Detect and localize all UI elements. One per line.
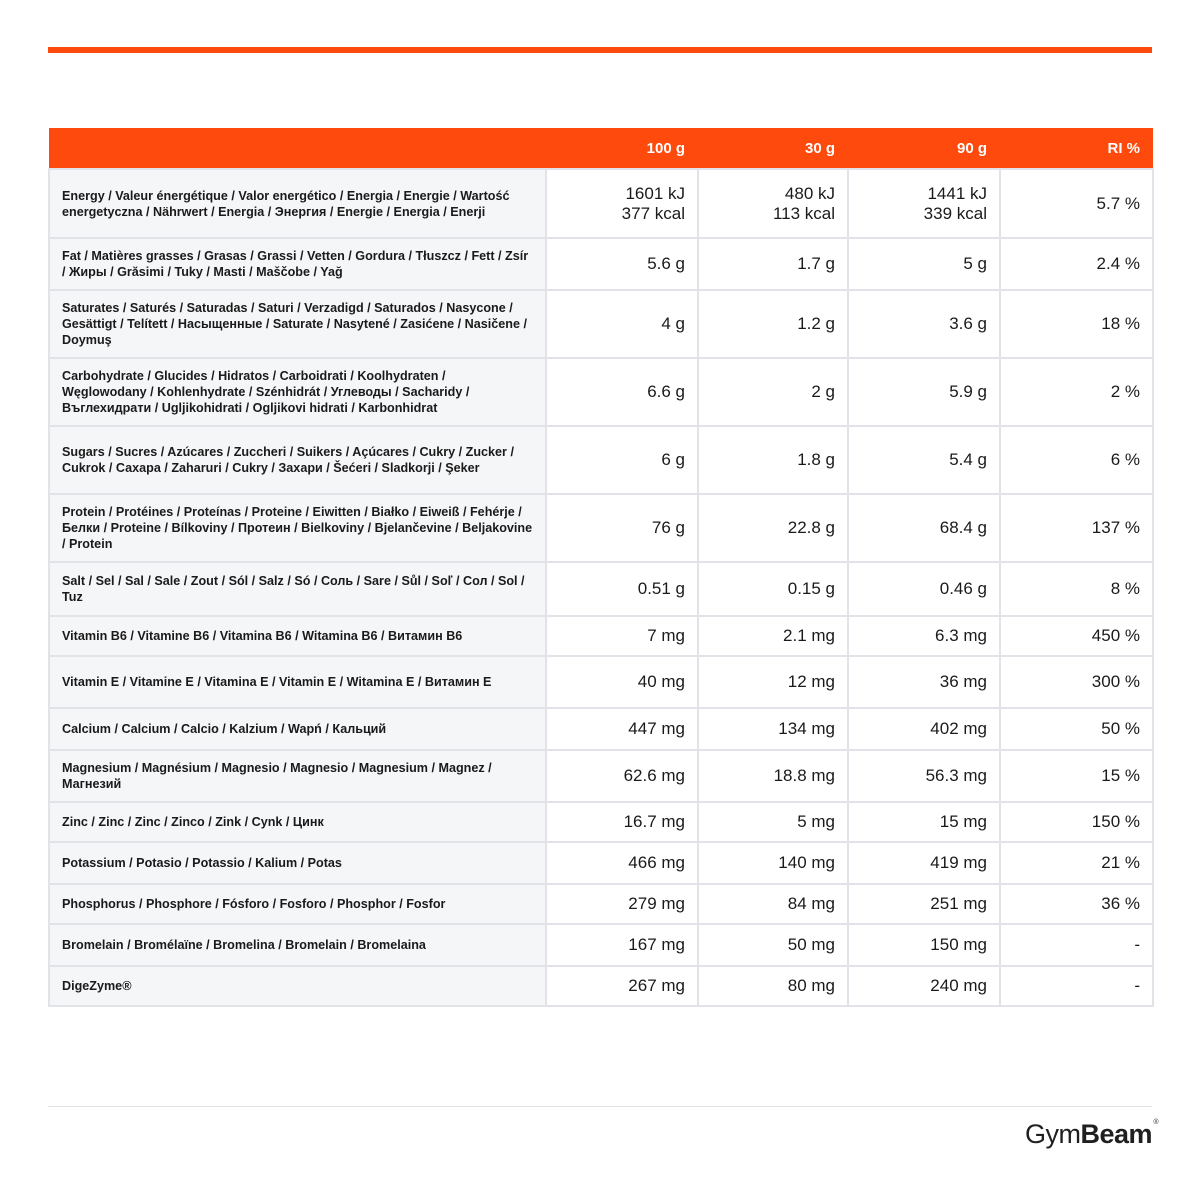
value-ri: 18 %	[1000, 290, 1153, 358]
value-90g: 6.3 mg	[848, 616, 1000, 656]
value-100g: 16.7 mg	[546, 802, 698, 842]
table-row	[49, 238, 1153, 290]
nutrient-label: Carbohydrate / Glucides / Hidratos / Carboidrati / Koolhydraten / Węglowodany / Kohlenhydrate / Szénhidrát / Углеводы / Sacharidy / Въглехидрати / Ugljikohidrati / Ogljikovi hidrati / Karbonhidrat	[49, 358, 546, 426]
value-30g: 1.7 g	[698, 238, 848, 290]
value-ri: 2.4 %	[1000, 238, 1153, 290]
value-ri: 15 %	[1000, 750, 1153, 802]
value-30g: 1.2 g	[698, 290, 848, 358]
table-row	[49, 494, 1153, 562]
value-30g: 134 mg	[698, 708, 848, 750]
value-90g: 5.4 g	[848, 426, 1000, 494]
logo-text-gym: Gym	[1024, 1119, 1081, 1149]
gymbeam-logo	[1024, 1119, 1158, 1150]
value-100g: 5.6 g	[546, 238, 698, 290]
table-body	[49, 169, 1153, 1006]
value-ri: 2 %	[1000, 358, 1153, 426]
nutrient-label: Sugars / Sucres / Azúcares / Zuccheri / Suikers / Açúcares / Cukry / Zucker / Cukrok / Сахара / Zaharuri / Cukry / Захари / Šećeri / Sladkorji / Şeker	[49, 426, 546, 494]
value-100g: 279 mg	[546, 884, 698, 924]
value-100g: 167 mg	[546, 924, 698, 966]
value-100g: 7 mg	[546, 616, 698, 656]
value-ri: 450 %	[1000, 616, 1153, 656]
value-ri: 137 %	[1000, 494, 1153, 562]
nutrient-label: Zinc / Zinc / Zinc / Zinco / Zink / Cynk / Цинк	[49, 802, 546, 842]
footer-divider	[48, 1106, 1152, 1107]
value-30g	[698, 169, 848, 238]
value-ri: 21 %	[1000, 842, 1153, 884]
value-90g: 251 mg	[848, 884, 1000, 924]
header-label-cell	[49, 128, 546, 169]
value-90g: 15 mg	[848, 802, 1000, 842]
value-30g: 22.8 g	[698, 494, 848, 562]
value-90g: 150 mg	[848, 924, 1000, 966]
value-ri: 36 %	[1000, 884, 1153, 924]
value-ri: 6 %	[1000, 426, 1153, 494]
value-ri: -	[1000, 924, 1153, 966]
header-row	[49, 128, 1153, 169]
table-row	[49, 802, 1153, 842]
value-90g: 402 mg	[848, 708, 1000, 750]
nutrient-label: Fat / Matières grasses / Grasas / Grassi / Vetten / Gordura / Tłuszcz / Fett / Zsír / Жиры / Grăsimi / Tuky / Masti / Maščobe / Yağ	[49, 238, 546, 290]
value-ri: -	[1000, 966, 1153, 1006]
value-100g	[546, 169, 698, 238]
value-100g: 40 mg	[546, 656, 698, 708]
table-row	[49, 966, 1153, 1006]
value-90g-kj: 1441 kJ	[927, 183, 987, 203]
value-90g: 56.3 mg	[848, 750, 1000, 802]
header-30g: 30 g	[804, 139, 835, 157]
value-100g: 0.51 g	[546, 562, 698, 616]
value-30g: 50 mg	[698, 924, 848, 966]
value-90g: 0.46 g	[848, 562, 1000, 616]
table-row	[49, 358, 1153, 426]
table-row	[49, 750, 1153, 802]
nutrient-label: Protein / Protéines / Proteínas / Proteine / Eiwitten / Białko / Eiweiß / Fehérje / Белки / Proteine / Bílkoviny / Протеин / Bielkoviny / Bjelančevine / Beljakovine / Protein	[49, 494, 546, 562]
value-30g: 84 mg	[698, 884, 848, 924]
nutrient-label: DigeZyme®	[49, 966, 546, 1006]
value-100g: 267 mg	[546, 966, 698, 1006]
value-ri: 150 %	[1000, 802, 1153, 842]
value-30g-kj: 480 kJ	[784, 183, 835, 203]
nutrient-label: Vitamin E / Vitamine E / Vitamina E / Vitamin E / Witamina E / Витамин E	[49, 656, 546, 708]
top-accent-bar	[48, 47, 1152, 53]
value-100g: 62.6 mg	[546, 750, 698, 802]
nutrient-label: Magnesium / Magnésium / Magnesio / Magnesio / Magnesium / Magnez / Магнезий	[49, 750, 546, 802]
value-30g: 80 mg	[698, 966, 848, 1006]
value-30g: 2 g	[698, 358, 848, 426]
value-100g: 466 mg	[546, 842, 698, 884]
logo-registered-mark: ®	[1153, 1119, 1158, 1126]
value-ri: 300 %	[1000, 656, 1153, 708]
value-90g: 5 g	[848, 238, 1000, 290]
value-100g: 6.6 g	[546, 358, 698, 426]
value-100g: 76 g	[546, 494, 698, 562]
nutrient-label: Vitamin B6 / Vitamine B6 / Vitamina B6 / Witamina B6 / Витамин B6	[49, 616, 546, 656]
value-ri: 50 %	[1000, 708, 1153, 750]
table-row	[49, 562, 1153, 616]
nutrient-label: Salt / Sel / Sal / Sale / Zout / Sól / Salz / Só / Соль / Sare / Sůl / Soľ / Сол / Sol / Tuz	[49, 562, 546, 616]
nutrient-label: Bromelain / Bromélaïne / Bromelina / Bromelain / Bromelaina	[49, 924, 546, 966]
nutrient-label: Saturates / Saturés / Saturadas / Saturi / Verzadigd / Saturados / Nasycone / Gesättigt / Telített / Насыщенные / Saturate / Nasytené / Zasićene / Nasičene / Doymuş	[49, 290, 546, 358]
table-row	[49, 656, 1153, 708]
value-30g: 5 mg	[698, 802, 848, 842]
table-row	[49, 842, 1153, 884]
value-90g	[848, 169, 1000, 238]
value-90g: 3.6 g	[848, 290, 1000, 358]
value-90g: 68.4 g	[848, 494, 1000, 562]
value-90g: 36 mg	[848, 656, 1000, 708]
nutrient-label: Potassium / Potasio / Potassio / Kalium / Potas	[49, 842, 546, 884]
value-ri: 5.7 %	[1000, 169, 1153, 238]
value-90g-kcal: 339 kcal	[923, 203, 987, 223]
value-30g: 2.1 mg	[698, 616, 848, 656]
table-row	[49, 884, 1153, 924]
value-100g: 4 g	[546, 290, 698, 358]
nutrient-label: Energy / Valeur énergétique / Valor energético / Energia / Energie / Wartość energetyczna / Nährwert / Energia / Энергия / Energie / Energia / Enerji	[49, 169, 546, 238]
table-row	[49, 708, 1153, 750]
header-ri: RI %	[1107, 139, 1140, 157]
nutrient-label: Calcium / Calcium / Calcio / Kalzium / Wapń / Кальций	[49, 708, 546, 750]
value-90g: 240 mg	[848, 966, 1000, 1006]
value-30g: 12 mg	[698, 656, 848, 708]
table-row	[49, 426, 1153, 494]
table-row	[49, 924, 1153, 966]
value-100g: 447 mg	[546, 708, 698, 750]
nutrient-label: Phosphorus / Phosphore / Fósforo / Fosforo / Phosphor / Fosfor	[49, 884, 546, 924]
logo-text-beam: Beam	[1080, 1119, 1152, 1149]
table-header	[49, 128, 1153, 169]
value-100g-kcal: 377 kcal	[621, 203, 685, 223]
value-30g: 1.8 g	[698, 426, 848, 494]
value-30g: 18.8 mg	[698, 750, 848, 802]
header-100g: 100 g	[646, 139, 685, 157]
value-30g: 0.15 g	[698, 562, 848, 616]
table-row	[49, 169, 1153, 238]
value-30g: 140 mg	[698, 842, 848, 884]
value-90g: 419 mg	[848, 842, 1000, 884]
value-100g: 6 g	[546, 426, 698, 494]
value-90g: 5.9 g	[848, 358, 1000, 426]
table-row	[49, 290, 1153, 358]
header-90g: 90 g	[956, 139, 987, 157]
value-30g-kcal: 113 kcal	[772, 203, 835, 223]
value-100g-kj: 1601 kJ	[625, 183, 685, 203]
value-ri: 8 %	[1000, 562, 1153, 616]
nutrition-table	[48, 128, 1154, 1007]
table-row	[49, 616, 1153, 656]
